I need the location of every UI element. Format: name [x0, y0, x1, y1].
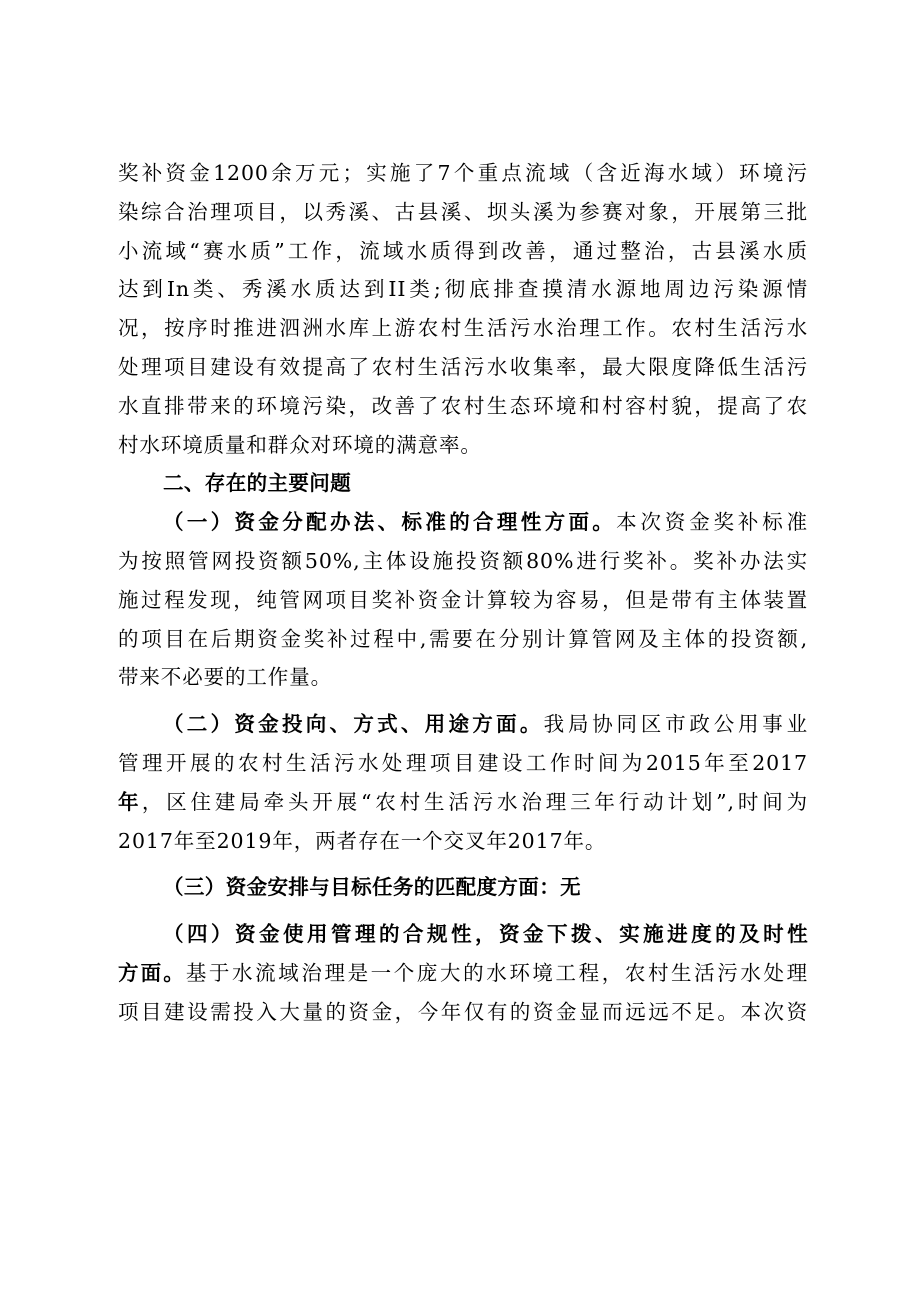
bold-run: 方面。	[118, 960, 186, 985]
text-run: ，区住建局牵头开展“农村生活污水治理三年行动计划”,时间为	[141, 789, 809, 814]
text-line	[118, 954, 808, 993]
text-line: 小流域“赛水质”工作，流域水质得到改善，通过整治，古县溪水质	[118, 238, 808, 263]
text-run: 本次资金奖补标准	[616, 510, 808, 535]
text-line	[118, 783, 808, 822]
subheading-lead: （二）资金投向、方式、用途方面。	[163, 712, 544, 737]
text-line: 村水环境质量和群众对环境的满意率。	[118, 432, 482, 457]
text-line: 达到In类、秀溪水质达到II类;彻底排查摸清水源地周边污染源情	[118, 277, 808, 302]
subheading-line: （四）资金使用管理的合规性，资金下拨、实施进度的及时性	[163, 922, 808, 947]
text-line: 2017年至2019年，两者存在一个交叉年2017年。	[118, 828, 607, 853]
paragraph-compliance	[118, 915, 808, 1031]
text-line: 项目建设需投入大量的资金，今年仅有的资金显而远远不足。本次资	[118, 999, 808, 1024]
text-line: 管理开展的农村生活污水处理项目建设工作时间为2015年至2017	[118, 750, 808, 775]
text-line: 染综合治理项目，以秀溪、古县溪、坝头溪为参赛对象，开展第三批	[118, 199, 808, 224]
text-line: 况，按序时推进泗洲水库上游农村生活污水治理工作。农村生活污水	[118, 316, 808, 341]
paragraph-achievements	[118, 154, 808, 464]
text-line	[118, 503, 808, 542]
text-line: 为按照管网投资额50%,主体设施投资额80%进行奖补。奖补办法实	[118, 548, 808, 573]
subheading-matching: （三）资金安排与目标任务的匹配度方面：无	[163, 875, 581, 900]
text-line: 的项目在后期资金奖补过程中,需要在分别计算管网及主体的投资额,	[118, 626, 808, 651]
text-line: 水直排带来的环境污染，改善了农村生态环境和村容村貌，提高了农	[118, 393, 808, 418]
text-line	[118, 705, 808, 744]
subheading-lead: （一）资金分配办法、标准的合理性方面。	[163, 510, 617, 535]
document-page	[118, 154, 808, 1032]
text-line: 处理项目建设有效提高了农村生活污水收集率，最大限度降低生活污	[118, 354, 808, 379]
text-line: 带来不必要的工作量。	[118, 665, 332, 690]
paragraph-fund-direction	[118, 705, 808, 860]
text-line: 奖补资金1200余万元；实施了7个重点流域（含近海水域）环境污	[118, 161, 808, 185]
text-run: 基于水流域治理是一个庞大的水环境工程，农村生活污水处理	[185, 960, 808, 985]
bold-run: 年	[118, 789, 142, 814]
paragraph-allocation	[118, 503, 808, 697]
text-run: 我局协同区市政公用事业	[543, 712, 808, 737]
section-heading: 二、存在的主要问题	[163, 471, 352, 496]
text-line: 施过程发现，纯管网项目奖补资金计算较为容易，但是带有主体装置	[118, 587, 808, 612]
